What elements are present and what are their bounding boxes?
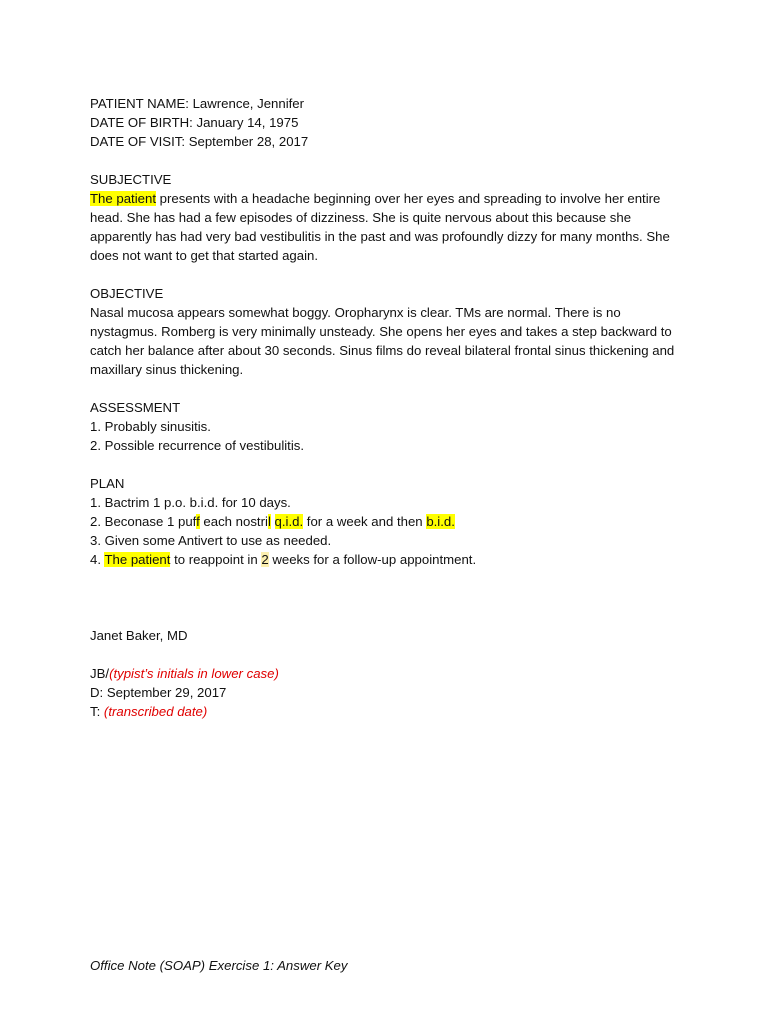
typist-initials-note: (typist’s initials in lower case) bbox=[109, 666, 279, 681]
dictated-date: September 29, 2017 bbox=[106, 685, 227, 700]
transcribed-date-line bbox=[90, 702, 690, 721]
subjective-text: presents with a headache beginning over her eyes and spreading to involve her entire head. She has had a few episodes of dizziness. She is quite nervous about this because she apparently has had very bad vestibulitis in the past and was profoundly dizzy for many months. She does not want to get that started again. bbox=[90, 191, 670, 263]
office-note-body bbox=[90, 94, 690, 721]
dictated-date-line bbox=[90, 683, 690, 702]
dob-value: January 14, 1975 bbox=[196, 115, 299, 130]
highlight-2: 2 bbox=[261, 552, 269, 567]
dob-label: DATE OF BIRTH: bbox=[90, 115, 193, 130]
plan-item-4 bbox=[90, 550, 690, 569]
visit-date-value: September 28, 2017 bbox=[188, 134, 309, 149]
transcribed-label: T: bbox=[90, 704, 104, 719]
transcribed-date-note: (transcribed date) bbox=[103, 704, 208, 719]
visit-date-label: DATE OF VISIT: bbox=[90, 134, 186, 149]
highlight-f: f bbox=[196, 514, 200, 529]
typist-initials-line bbox=[90, 664, 690, 683]
highlight-l: l bbox=[267, 514, 271, 529]
plan-item-1: 1. Bactrim 1 p.o. b.i.d. for 10 days. bbox=[90, 495, 291, 510]
plan-item-2-space bbox=[271, 514, 275, 529]
plan-heading: PLAN bbox=[90, 476, 125, 491]
plan-item-4-text-a: 4. bbox=[90, 552, 105, 567]
highlight-bid: b.i.d. bbox=[426, 514, 455, 529]
assessment-item-2: 2. Possible recurrence of vestibulitis. bbox=[90, 438, 305, 453]
highlight-qid: q.i.d. bbox=[274, 514, 304, 529]
patient-name-line bbox=[90, 94, 690, 113]
plan-item-3: 3. Given some Antivert to use as needed. bbox=[90, 533, 332, 548]
subjective-paragraph bbox=[90, 189, 682, 265]
jb-prefix: JB/ bbox=[90, 666, 110, 681]
visit-date-line bbox=[90, 132, 690, 151]
highlight-the-patient: The patient bbox=[90, 191, 156, 206]
objective-heading: OBJECTIVE bbox=[90, 286, 164, 301]
patient-name-label: PATIENT NAME: bbox=[90, 96, 189, 111]
page-footer: Office Note (SOAP) Exercise 1: Answer Key bbox=[90, 958, 348, 973]
plan-item-2 bbox=[90, 512, 690, 531]
highlight-the-patient-plan: The patient bbox=[104, 552, 171, 567]
plan-item-2-text-c: each nostri bbox=[199, 514, 268, 529]
subjective-heading: SUBJECTIVE bbox=[90, 172, 172, 187]
plan-item-4-text-e: weeks for a follow-up appointment. bbox=[268, 552, 477, 567]
plan-item-4-text-c: to reappoint in bbox=[170, 552, 262, 567]
dob-line bbox=[90, 113, 690, 132]
plan-item-2-text-g: for a week and then bbox=[303, 514, 427, 529]
plan-item-2-text-a: 2. Beconase 1 puf bbox=[90, 514, 197, 529]
assessment-heading: ASSESSMENT bbox=[90, 400, 181, 415]
patient-name-value: Lawrence, Jennifer bbox=[192, 96, 305, 111]
signature-name: Janet Baker, MD bbox=[90, 628, 188, 643]
dictated-label: D: bbox=[90, 685, 107, 700]
assessment-item-1: 1. Probably sinusitis. bbox=[90, 419, 211, 434]
objective-paragraph: Nasal mucosa appears somewhat boggy. Oropharynx is clear. TMs are normal. There is no nystagmus. Romberg is very minimally unsteady. She opens her eyes and takes a step backward to catch her balance after about 30 seconds. Sinus films do reveal bilateral frontal sinus thickening and maxillary sinus thickening. bbox=[90, 305, 675, 377]
